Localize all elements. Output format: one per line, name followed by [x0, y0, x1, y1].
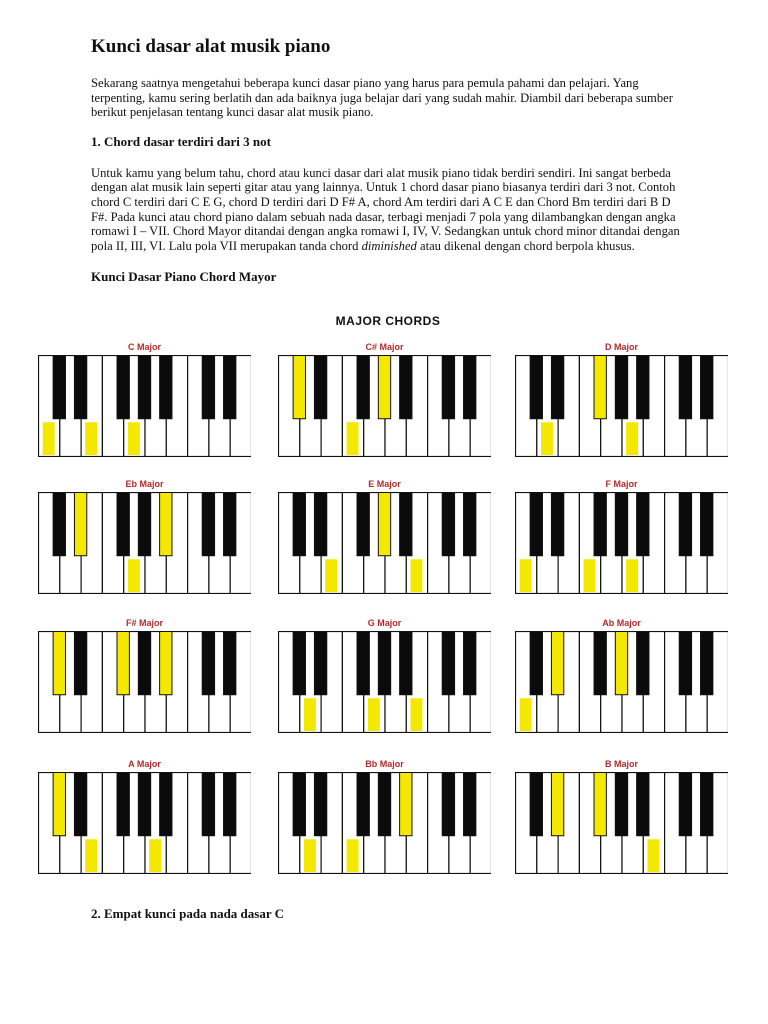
black-key-ds [314, 356, 326, 419]
black-key-cs [202, 773, 214, 836]
keyboard-svg [278, 355, 491, 457]
keyboard-b [515, 772, 728, 874]
chord-label-b: B Major [604, 759, 638, 769]
keyboard-svg [38, 631, 251, 733]
white-key-highlight [43, 422, 55, 455]
keyboard-svg [515, 631, 728, 733]
section-1-text-a: Untuk kamu yang belum tahu, chord atau kunci dasar dari alat musik piano tidak berdiri sendiri. Ini sangat berbeda dengan alat musik lain seperti gitar atau yang lainnya. Untuk 1 chord dasar piano biasanya terdiri dari 3 not. Contoh chord C terdiri dari C E G, chord D terdiri dari D F# A, chord Am terdiri dari A C E dan Chord Bm terdiri dari B D F#. Pada kunci atau chord piano dalam sebuah nada dasar, terbagi menjadi 7 pola yang dilambangkan dengan angka romawi I – VII. Chord Mayor ditandai dengan angka romawi I, IV, V. Sedangkan untuk chord minor ditandai dengan pola II, III, VI. Lalu pola VII merupakan tanda chord [91, 165, 680, 253]
black-key-cs [293, 773, 305, 836]
chord-label-eb: Eb Major [125, 479, 164, 489]
black-key-as [637, 773, 649, 836]
keyboard-svg [38, 492, 251, 594]
white-key-highlight [541, 422, 553, 455]
black-key-ds [701, 493, 713, 556]
black-key-ds [464, 356, 476, 419]
keyboard-c [38, 355, 251, 457]
black-key-ds [701, 632, 713, 695]
white-key-highlight [626, 422, 638, 455]
black-key-fs [117, 356, 129, 419]
black-key-ds [314, 493, 326, 556]
chord-label-d: D Major [604, 342, 638, 352]
keyboard-g [278, 631, 491, 733]
black-key-as [400, 773, 412, 836]
black-key-ds [551, 773, 563, 836]
black-key-ds [551, 632, 563, 695]
page-title: Kunci dasar alat musik piano [91, 36, 331, 57]
black-key-as [160, 493, 172, 556]
chord-label-c: C Major [127, 342, 161, 352]
black-key-cs [679, 773, 691, 836]
chord-label-a: A Major [128, 759, 161, 769]
chord-chart-heading: Kunci Dasar Piano Chord Mayor [91, 269, 277, 285]
white-key-highlight [325, 559, 337, 592]
black-key-ds [224, 632, 236, 695]
black-key-cs [293, 493, 305, 556]
black-key-ds [551, 356, 563, 419]
black-key-gs [378, 493, 390, 556]
section-1-text-b: atau dikenal dengan chord berpola khusus. [416, 238, 635, 253]
black-key-gs [615, 773, 627, 836]
black-key-cs [202, 632, 214, 695]
white-key-highlight [347, 422, 359, 455]
section-2-heading: 2. Empat kunci pada nada dasar C [91, 906, 285, 921]
black-key-cs [442, 493, 454, 556]
black-key-fs [357, 773, 369, 836]
black-key-cs [202, 493, 214, 556]
keyboard-d [515, 355, 728, 457]
black-key-ds [464, 632, 476, 695]
white-key-highlight [149, 839, 161, 872]
black-key-cs [202, 356, 214, 419]
black-key-cs [530, 493, 542, 556]
black-key-fs [357, 493, 369, 556]
black-key-gs [615, 632, 627, 695]
black-key-cs [679, 632, 691, 695]
section-1-heading: 1. Chord dasar terdiri dari 3 not [91, 133, 271, 149]
chord-label-fs: F# Major [125, 618, 163, 628]
keyboard-fs [38, 631, 251, 733]
diminished-term: diminished [361, 238, 417, 253]
keyboard-bb [278, 772, 491, 874]
black-key-cs [53, 493, 65, 556]
black-key-gs [138, 493, 150, 556]
black-key-cs [679, 493, 691, 556]
black-key-ds [224, 356, 236, 419]
white-key-highlight [584, 559, 596, 592]
black-key-as [637, 632, 649, 695]
document-page [91, 36, 681, 285]
black-key-ds [224, 493, 236, 556]
black-key-ds [314, 632, 326, 695]
intro-paragraph: Sekarang saatnya mengetahui beberapa kunci dasar piano yang harus para pemula pahami dan pelajari. Yang terpenting, kamu sering berlatih dan ada baiknya juga belajar dari yang sudah mahir. Diambil dari beberapa sumber berikut penjelasan tentang kunci dasar alat musik piano. [91, 76, 673, 120]
chord-label-ab: Ab Major [602, 618, 641, 628]
keyboard-svg [278, 631, 491, 733]
white-key-highlight [304, 839, 316, 872]
black-key-ds [551, 493, 563, 556]
white-key-highlight [410, 559, 422, 592]
black-key-cs [293, 632, 305, 695]
black-key-as [400, 356, 412, 419]
black-key-cs [442, 632, 454, 695]
white-key-highlight [626, 559, 638, 592]
keyboard-e [278, 492, 491, 594]
black-key-fs [594, 632, 606, 695]
black-key-ds [464, 773, 476, 836]
black-key-fs [357, 356, 369, 419]
section-1-paragraph [91, 166, 681, 254]
black-key-gs [138, 356, 150, 419]
black-key-ds [701, 356, 713, 419]
keyboard-cs [278, 355, 491, 457]
keyboard-svg [515, 492, 728, 594]
black-key-ds [701, 773, 713, 836]
major-chords-diagram [38, 312, 738, 882]
black-key-as [400, 493, 412, 556]
black-key-fs [117, 632, 129, 695]
black-key-ds [74, 493, 86, 556]
black-key-ds [464, 493, 476, 556]
white-key-highlight [85, 839, 97, 872]
black-key-cs [53, 356, 65, 419]
keyboard-svg [38, 772, 251, 874]
black-key-cs [530, 356, 542, 419]
white-key-highlight [304, 698, 316, 731]
black-key-cs [53, 632, 65, 695]
black-key-as [400, 632, 412, 695]
black-key-as [160, 356, 172, 419]
black-key-cs [679, 356, 691, 419]
white-key-highlight [368, 698, 380, 731]
black-key-cs [293, 356, 305, 419]
black-key-cs [53, 773, 65, 836]
chord-label-f: F Major [605, 479, 638, 489]
black-key-cs [530, 773, 542, 836]
black-key-cs [530, 632, 542, 695]
black-key-ds [74, 773, 86, 836]
keyboard-svg [278, 772, 491, 874]
black-key-as [637, 356, 649, 419]
black-key-ds [314, 773, 326, 836]
black-key-fs [594, 773, 606, 836]
black-key-gs [615, 356, 627, 419]
black-key-gs [378, 632, 390, 695]
black-key-fs [117, 493, 129, 556]
white-key-highlight [128, 559, 140, 592]
black-key-ds [74, 632, 86, 695]
black-key-fs [357, 632, 369, 695]
black-key-cs [442, 773, 454, 836]
keyboard-f [515, 492, 728, 594]
keyboard-svg [515, 355, 728, 457]
chord-label-e: E Major [368, 479, 401, 489]
chord-label-cs: C# Major [365, 342, 404, 352]
keyboard-a [38, 772, 251, 874]
white-key-highlight [128, 422, 140, 455]
black-key-ds [74, 356, 86, 419]
black-key-ds [224, 773, 236, 836]
keyboard-ab [515, 631, 728, 733]
chord-label-bb: Bb Major [365, 759, 404, 769]
black-key-gs [378, 773, 390, 836]
black-key-fs [117, 773, 129, 836]
diagram-title: MAJOR CHORDS [335, 314, 441, 328]
black-key-gs [378, 356, 390, 419]
keyboard-svg [38, 355, 251, 457]
black-key-gs [615, 493, 627, 556]
keyboard-svg [515, 772, 728, 874]
white-key-highlight [520, 559, 532, 592]
black-key-fs [594, 356, 606, 419]
white-key-highlight [347, 839, 359, 872]
black-key-as [637, 493, 649, 556]
white-key-highlight [85, 422, 97, 455]
white-key-highlight [647, 839, 659, 872]
black-key-as [160, 773, 172, 836]
chord-label-g: G Major [367, 618, 402, 628]
keyboard-svg [278, 492, 491, 594]
black-key-gs [138, 773, 150, 836]
black-key-gs [138, 632, 150, 695]
black-key-as [160, 632, 172, 695]
black-key-cs [442, 356, 454, 419]
white-key-highlight [410, 698, 422, 731]
white-key-highlight [520, 698, 532, 731]
black-key-fs [594, 493, 606, 556]
keyboard-eb [38, 492, 251, 594]
